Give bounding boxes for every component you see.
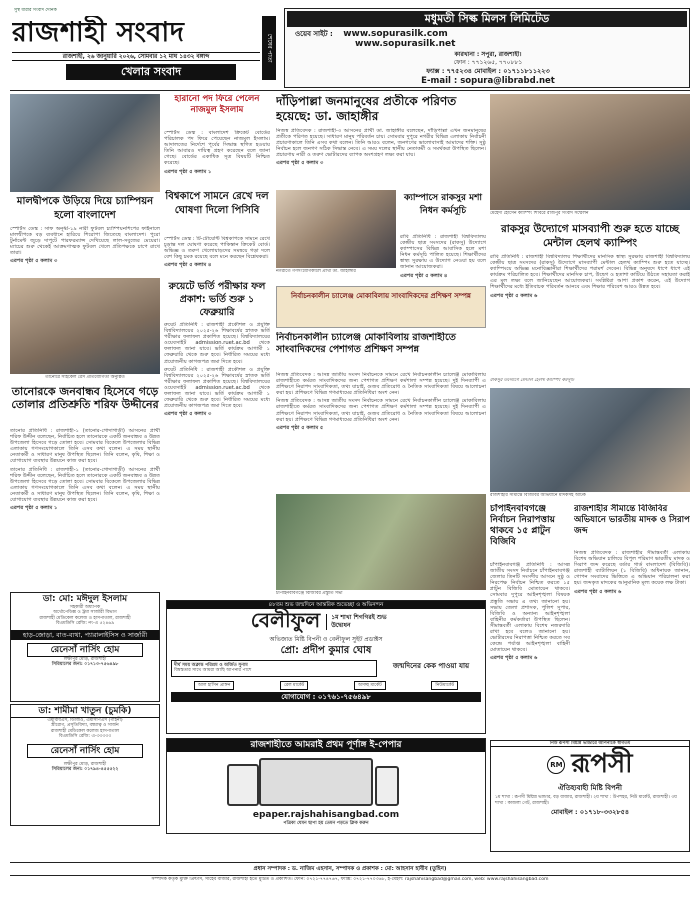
doctor-2-address: লক্ষীপুর মোড়, রাজশাহী <box>63 761 107 767</box>
election-body <box>490 562 570 672</box>
ruet-body <box>164 322 270 584</box>
silk-phone: ফোন : ৭৭১২৬৫, ৭৭০৮৮১ <box>453 59 523 66</box>
health-caption: রাকসুর উদ্যোগে মেন্টাল হেলথ ক্যাম্পিং কর্মসূচি <box>490 378 575 383</box>
beliful-ad <box>166 600 486 734</box>
section-title: খেলার সংবাদ <box>120 65 182 78</box>
worldcup-continue[interactable]: এরপর পৃষ্ঠা ৫ কলাম ৪ <box>164 262 212 269</box>
ruet-headline: রুয়েটে ভর্তি পরীক্ষার ফল প্রকাশ: ভর্তি শুরু ১ ফেব্রুয়ারি <box>168 281 266 318</box>
doctor-ad-2 <box>10 704 160 826</box>
doctor-1-degree: বিএমডিসি রেজি: নং-এ ৫২৪৬৯ <box>55 621 115 627</box>
tanore-headline: তানোরকে জনবান্ধব হিসেবে গড়ে তোলার প্রতিশ্রুতি শরিফ উদ্দীনের <box>11 385 159 411</box>
laptop-icon <box>259 758 373 806</box>
health-text: রাবি প্রতিনিধি : রাজশাহী বিশ্ববিদ্যালয় শিক্ষার্থীদের মানসিক স্বাস্থ্য সুরক্ষায় রাজশাহী বিশ্ববিদ্যালয় কেন্দ্রীয় ছাত্র সংসদের (রাকসু) উদ্যোগে মাসব্যাপী মেন্টাল হেলথ ক্যাম্পিং শুরু হতে যাচ্ছে। ক্যাম্পিংয়ে অভিজ্ঞ মনোবিজ্ঞানীরা শিক্ষার্থীদের পরামর্শ দেবেন। বিভিন্ন অনুষদে ধাপে ধাপে এই কার্যক্রম পরিচালিত হবে। শিক্ষার্থীদের মানসিক চাপ, উদ্বেগ ও হতাশা কাটিয়ে উঠতে সহায়তা করাই এর মূল লক্ষ্য বলে জানিয়েছেন আয়োজকরা। সংশ্লিষ্টরা আশা প্রকাশ করেন, এই উদ্যোগ শিক্ষার্থীদের মধ্যে ইতিবাচক পরিবর্তন আনবে এবং শিক্ষার পরিবেশ আরও উন্নত হবে। <box>490 254 690 291</box>
side-tab <box>262 16 276 80</box>
ruposhi-branches: ১ম শাখা : রূপসী মিষ্টান্ন ভান্ডার, বড় বাজার, রাজশাহী। ২য় শাখা : উপশহর, নিউ মার্কেট, রাজশাহী। ৩য় শাখা : কাজলা গেট, রাজশাহী। <box>495 795 677 806</box>
masthead <box>10 8 278 88</box>
nazmul-text: স্পোর্টস ডেস্ক : বাংলাদেশ ক্রিকেট বোর্ডের পরিচালক পদ ফিরে পেয়েছেন নাজমুল ইসলাম। আদালতের নির্দেশে পূর্বের সিদ্ধান্ত স্থগিত হওয়ায় তিনি আবারও দায়িত্ব গ্রহণ করেছেন বলে জানা গেছে। বোর্ডের একাধিক সূত্র বিষয়টি নিশ্চিত করেছে। <box>164 130 270 167</box>
worldcup-headline: বিশ্বকাপে সামনে রেখে দল ঘোষণা দিলো পিসিবি <box>165 191 269 216</box>
border-body <box>574 550 690 670</box>
beliful-contact: যোগাযোগ : ০১৭৬১-৭৫৬৪৯৮ <box>171 692 481 702</box>
training-body <box>276 372 486 492</box>
border-photo <box>490 388 690 492</box>
campus-body <box>400 234 486 284</box>
border-continue[interactable]: এরপর পৃষ্ঠা ৫ কলাম ৬ <box>574 588 622 595</box>
rally-caption: নগরীতে গণসংযোগকালে প্রার্থী ডা. জাহাঙ্গীর <box>276 269 356 274</box>
beliful-proprietor: প্রো: প্রদীপ কুমার ঘোষ <box>280 645 372 656</box>
epaper-ad <box>166 738 486 834</box>
silk-email[interactable]: E-mail : sopura@librabd.net <box>421 76 555 86</box>
silk-mills-ad <box>284 8 690 88</box>
doctor-1-serial: সিরিয়ালের জন্য: ০১৭১৩-৭৫৬৪৯৮ <box>51 662 119 668</box>
health-body <box>490 254 690 376</box>
doctor-1-institution: রাজশাহী মেডিকেল কলেজ ও হাসপাতাল, রাজশাহী <box>39 615 131 621</box>
maldives-continue[interactable]: এরপর পৃষ্ঠা ৫ কলাম ৩ <box>10 258 58 265</box>
footer-divider-2 <box>10 875 690 876</box>
beliful-line-2: বিশ্বস্ততার সাথে আমরা আছি আপনার পাশে <box>174 668 252 674</box>
epaper-url[interactable]: epaper.rajshahisangbad.com <box>252 810 400 820</box>
tanore-body <box>10 428 160 584</box>
beliful-header: ৪৮তম শুভ জন্মদিনে আন্তরিক শুভেচ্ছা ও অভিনন্দন <box>167 601 485 609</box>
election-continue[interactable]: এরপর পৃষ্ঠা ৫ কলাম ৬ <box>490 655 538 662</box>
phone-icon <box>375 766 399 806</box>
tanore-text-repeat: তানোর প্রতিনিধি : রাজশাহী-১ (তানোর-গোদাগাড়ী) আসনের প্রার্থী শরিফ উদ্দীন বলেছেন, নির্বাচিত হলে তানোরকে একটি জনবান্ধব ও উন্নত উপজেলা হিসেবে গড়ে তোলা হবে। সোমবার বিকেলে উপজেলার বিভিন্ন এলাকায় গণসংযোগকালে তিনি এসব কথা বলেন। এ সময় স্থানীয় নেতাকর্মী ও সাধারণ মানুষ উপস্থিত ছিলেন। তিনি বলেন, কৃষি, শিক্ষা ও যোগাযোগ ব্যবস্থার উন্নয়নে কাজ করা হবে। <box>10 466 160 504</box>
newspaper-logo: রাজশাহী সংবাদ <box>12 17 185 48</box>
campus-text: রাবি প্রতিনিধি : রাজশাহী বিশ্ববিদ্যালয় কেন্দ্রীয় ছাত্র সংসদের (রাকসু) উদ্যোগে ক্যাম্পাসের বিভিন্ন আবাসিক হলে মশা নিধন কর্মসূচি পালিত হয়েছে। শিক্ষার্থীদের স্বাস্থ্য সুরক্ষায় এ উদ্যোগ নেওয়া হয় বলে জানান আয়োজকরা। <box>400 234 486 271</box>
beliful-branch-2: রেল মার্কেট <box>280 681 308 690</box>
nazmul-headline: হারানো পদ ফিরে পেলেন নাজমুল ইসলাম <box>174 94 260 115</box>
training-banner <box>276 286 486 328</box>
election-headline: চাঁপাইনবাবগঞ্জে নির্বাচন নিরাপত্তায় থাকবে ১৫ প্লাটুন বিজিবি <box>490 504 555 547</box>
maldives-text: স্পোর্টস ডেস্ক : সাফ অনূর্ধ্ব-১৯ নারী ফুটবল চ্যাম্পিয়নশিপের ফাইনালে মালদ্বীপকে বড় ব্যবধানে হারিয়ে শিরোপা জিতেছে বাংলাদেশ। পুরো টুর্নামেন্ট জুড়ে দাপুটে পারফরম্যান্স দেখিয়েছে লাল-সবুজের মেয়েরা। ম্যাচের শুরু থেকেই আক্রমণাত্মক ফুটবল খেলে প্রতিপক্ষকে চাপে রাখে তারা। <box>10 226 160 257</box>
rally-photo <box>276 190 396 268</box>
epaper-devices <box>167 752 485 810</box>
doctor-2-name: ডা: শামীমা খাতুন (চুমকি) <box>11 705 159 718</box>
doctor-1-address: লক্ষীপুর মোড়, রাজশাহী <box>63 656 107 662</box>
dateline: রাজশাহী, ২৬ জানুয়ারি ২০২৬, সোমবার ১২ মাঘ ১৪৩২ বঙ্গাব্দ <box>12 52 260 61</box>
health-continue[interactable]: এরপর পৃষ্ঠা ৫ কলাম ৬ <box>490 292 538 299</box>
tanore-continue[interactable]: এরপর পৃষ্ঠা ৫ কলাম ১ <box>10 505 58 512</box>
cycling-photo <box>10 278 160 374</box>
rally-headline: দাঁড়িপাল্লা জনমানুষের প্রতীকে পরিণত হয়েছে: ডা. জাহাঙ্গীর <box>276 94 457 123</box>
epaper-note: পত্রিকা যেমন ছাপা হয় তেমন পড়তে ক্লিক করুন <box>283 821 369 826</box>
footer-divider <box>10 862 690 863</box>
beliful-branch-3: অসচ্ছ মার্কেট <box>354 681 386 690</box>
epaper-title: রাজশাহীতে আমরাই প্রথম পূর্ণাঙ্গ ই-পেপার <box>167 739 485 752</box>
ruposhi-phone: মোবাইল : ০১৭১৮-৩৩২৮৫৪ <box>550 808 630 817</box>
silk-website-row <box>295 29 681 49</box>
footer-address: সম্পাদক কর্তৃক মুক্তি প্রিন্টার্স, সাহেব বাজার, রাজশাহী হতে মুদ্রিত ও প্রকাশিত। ফোন: ০৭২১-৭৭৪৭৬৭, ফ্যাক্স: ০৭২১-৭৭০৩৬৮, ই-মেইল: rajshahisangbad@gmail.com, web: www.rajshahisangbad.com <box>151 877 549 882</box>
doctor-ad-1 <box>10 592 160 702</box>
beliful-line-1: দীর্ঘ সময় অক্লান্ত পরিশ্রম ও অর্জিত সুনাম <box>174 663 248 668</box>
mosque-photo <box>490 94 690 210</box>
rally-continue[interactable]: এরপর পৃষ্ঠা ৫ কলাম ৩ <box>276 160 324 167</box>
doctor-1-specialty: অর্থোপেডিক্স ও ট্রমা সার্জারী বিভাগ <box>53 610 117 616</box>
beliful-birthday: জন্মদিনের কেক পাওয়া যায় <box>392 662 470 670</box>
border-caption: রাজশাহীর সীমান্তে বিজিবির অভিযানে মাদকসহ আটক <box>490 493 586 498</box>
website-label: ওয়েব সাইট : <box>295 30 333 38</box>
doctor-1-services: হাড়-জোড়া, বাত-ব্যথা, প্যারালাইসিস ও সার্জারী <box>11 630 159 640</box>
beliful-subtitle: অভিজাত মিষ্টি বিপনী ও বেলীফুল সুইট প্রডাক্টস <box>269 636 383 643</box>
website-link-2[interactable]: www.sopurasilk.net <box>355 39 456 49</box>
doctor-1-chamber: রেনেসাঁ নার্সিং হোম <box>27 643 143 657</box>
worldcup-body <box>164 236 270 276</box>
beliful-branch-1: আল হাসিন প্রাঙ্গন <box>194 681 234 690</box>
health-headline: রাকসুর উদ্যোগে মাসব্যাপী শুরু হতে যাচ্ছে মেন্টাল হেলথ ক্যাম্পিং <box>500 223 680 249</box>
section-banner <box>66 64 236 80</box>
doctor-2-specialty: স্ত্রীরোগ, প্রসূতিবিদ্যা, বন্ধ্যাত্ব ও সার্জন <box>51 723 119 729</box>
doctor-1-name: ডা: মো: মঈদুল ইসলাম <box>42 594 128 604</box>
tablet-icon <box>227 764 259 806</box>
silk-fax: ফ্যাক্স : ৭৭৫২৩৪ মোবাইল : ০১৭১১৮১১২২৩ <box>426 67 550 75</box>
training-text: নিজস্ব প্রতিবেদক : আসন্ন জাতীয় সংসদ নির্বাচনকে সামনে রেখে নির্বাচনকালীন চ্যালেঞ্জ মোকাবিলায় রাজশাহীতে কর্মরত সাংবাদিকদের জন্য পেশাগত প্রশিক্ষণ কর্মশালা সম্পন্ন হয়েছে। দুই দিনব্যাপী এ প্রশিক্ষণে নিরাপদ সাংবাদিকতা, তথ্য যাচাই, গুজব প্রতিরোধ ও নৈতিক সাংবাদিকতা বিষয়ে আলোচনা করা হয়। প্রশিক্ষণে বিভিন্ন গণমাধ্যমের প্রতিনিধিরা অংশ নেন। <box>276 372 486 397</box>
doctor-2-reg: বিএমডিসি রেজি: এ-৩৩৩৩৩ <box>58 734 112 740</box>
rally-body <box>276 128 486 188</box>
ceremony-caption: চাঁপাইনবাবগঞ্জে বিজিবির প্রস্তুতি সভা <box>276 591 343 596</box>
training-banner-text: নির্বাচনকালীন চ্যালেঞ্জ মোকাবিলায় সাংবাদিকদের প্রশিক্ষণ সম্পন্ন <box>291 292 471 300</box>
volleyball-photo <box>10 94 160 192</box>
top-divider <box>10 90 690 91</box>
beliful-brand: বেলীফুল <box>250 607 321 632</box>
footer-editor: প্রধান সম্পাদক : ড. নাজিম এহসান, সম্পাদক ও প্রকাশক : মো: আহসান হাবীব (তুহিন) <box>253 866 447 872</box>
doctor-2-institution: রাজশাহী মেডিকেল কলেজ হাসপাতাল <box>50 728 120 734</box>
nazmul-continue[interactable]: এরপর পৃষ্ঠা ৫ কলাম ১ <box>164 168 212 175</box>
ruposhi-badge: RM <box>547 756 565 774</box>
training-continue[interactable]: এরপর পৃষ্ঠা ৫ কলাম ৫ <box>276 424 324 431</box>
campus-continue[interactable]: এরপর পৃষ্ঠা ৫ কলাম ৪ <box>400 272 448 279</box>
doctor-2-chamber: রেনেসাঁ নার্সিং হোম <box>27 744 143 758</box>
maldives-headline: মালদ্বীপকে উড়িয়ে দিয়ে চ্যাম্পিয়ন হলো বাংলাদেশ <box>16 196 154 221</box>
ceremony-photo <box>276 494 486 590</box>
election-text: চাঁপাইনবাবগঞ্জ প্রতিনিধি : আসন্ন জাতীয় সংসদ নির্বাচনে চাঁপাইনবাবগঞ্জ জেলার তিনটি সংসদীয় আসনে সুষ্ঠু ও নিরপেক্ষ নির্বাচন নিশ্চিত করতে ১৫ প্লাটুন বিজিবি মোতায়েন থাকবে। সোমবার দুপুরে আইনশৃঙ্খলা বিষয়ক প্রস্তুতি সভায় এ তথ্য জানানো হয়। সভায় জেলা প্রশাসক, পুলিশ সুপার, বিজিবি ও অন্যান্য আইনশৃঙ্খলা বাহিনীর কর্মকর্তারা উপস্থিত ছিলেন। সীমান্তবর্তী এলাকায় বিশেষ নজরদারি রাখা হবে বলেও জানানো হয়। ভোটারদের নিরাপত্তা নিশ্চিত করতে সব কেন্দ্রে পর্যাপ্ত আইনশৃঙ্খলা বাহিনী মোতায়েন থাকবে। <box>490 562 570 654</box>
doctor-2-serial: সিরিয়ালের জন্য: ০১৭৯৪-৪৫৫৫২২ <box>51 767 119 773</box>
ruet-text: রুয়েট প্রতিনিধি : রাজশাহী প্রকৌশল ও প্রযুক্তি বিশ্ববিদ্যালয়ের ২০২৫-২৬ শিক্ষাবর্ষের স্নাতক ভর্তি পরীক্ষার ফলাফল প্রকাশিত হয়েছে। বিশ্ববিদ্যালয়ের ওয়েবসাইট admission.ruet.ac.bd থেকে ফলাফল জানা যাবে। ভর্তি কার্যক্রম আগামী ১ ফেব্রুয়ারি থেকে শুরু হবে। নির্ধারিত সময়ের মধ্যে প্রয়োজনীয় কাগজপত্র জমা দিতে হবে। <box>164 322 270 365</box>
training-headline: নির্বাচনকালীন চ্যালেঞ্জ মোকাবিলায় রাজশাহীতে সাংবাদিকদের পেশাগত প্রশিক্ষণ সম্পন্ন <box>276 332 456 355</box>
ruposhi-header: নিউ রূপসী মিষ্টান্ন ভান্ডারে আপনাকে স্বাগতম <box>491 741 689 747</box>
silk-ad-title: মধুমতী সিল্ক মিলস লিমিটেড <box>287 11 687 27</box>
rally-text: নিজস্ব প্রতিবেদক : রাজশাহী-৩ আসনের প্রার্থী ডা. জাহাঙ্গীর বলেছেন, দাঁড়িপাল্লা এখন জনমানুষের প্রতীকে পরিণত হয়েছে। সাধারণ মানুষ পরিবর্তন চায়। সোমবার দুপুরে নগরীর বিভিন্ন এলাকায় নির্বাচনী প্রচারণাকালে তিনি এসব কথা বলেন। তিনি আরও বলেন, জনগণের ভালোবাসাই আমাদের শক্তি। সুষ্ঠু নির্বাচন হলে জনগণ সঠিক সিদ্ধান্ত নেবে। এ সময় দলের স্থানীয় নেতাকর্মী ও সমর্থকরা উপস্থিত ছিলেন। প্রচারণায় নারী ও তরুণ ভোটারদের ব্যাপক অংশগ্রহণ লক্ষ্য করা যায়। <box>276 128 486 159</box>
nazmul-body <box>164 130 270 186</box>
beliful-tag: ১ম শাখা শিগগিরই শুভ উদ্বোধন <box>326 614 401 630</box>
worldcup-text: স্পোর্টস ডেস্ক : টি-টোয়েন্টি বিশ্বকাপকে সামনে রেখে চূড়ান্ত দল ঘোষণা করেছে পাকিস্তান ক্রিকেট বোর্ড। অভিজ্ঞ ও তরুণ খেলোয়াড়দের সমন্বয়ে গড়া দলে বেশ কিছু চমক রয়েছে বলে মনে করছেন বিশ্লেষকরা। <box>164 236 270 261</box>
ruposhi-brand: রূপসী <box>571 749 633 780</box>
side-tab-label: শেষের পাতা <box>266 33 273 63</box>
beliful-branch-4: নিউমার্কেট <box>431 681 458 690</box>
masthead-tagline: সুস্থ ধারার সংবাদ দৈনিক <box>14 8 57 13</box>
silk-factory: কারখানা : সপুরা, রাজশাহী। <box>454 51 522 58</box>
ruposhi-subtitle: ঐতিহ্যবাহী মিষ্টি বিপনী <box>558 784 622 793</box>
cycling-caption: তানোরে সাইকেল রেস প্রতিযোগিতা অনুষ্ঠিত <box>45 375 125 380</box>
ruposhi-ad <box>490 740 690 852</box>
ruet-continue[interactable]: এরপর পৃষ্ঠা ৫ কলাম ৩ <box>164 411 212 418</box>
tanore-text: তানোর প্রতিনিধি : রাজশাহী-১ (তানোর-গোদাগাড়ী) আসনের প্রার্থী শরিফ উদ্দীন বলেছেন, নির্বাচিত হলে তানোরকে একটি জনবান্ধব ও উন্নত উপজেলা হিসেবে গড়ে তোলা হবে। সোমবার বিকেলে উপজেলার বিভিন্ন এলাকায় গণসংযোগকালে তিনি এসব কথা বলেন। এ সময় স্থানীয় নেতাকর্মী ও সাধারণ মানুষ উপস্থিত ছিলেন। তিনি বলেন, কৃষি, শিক্ষা ও যোগাযোগ ব্যবস্থার উন্নয়নে কাজ করা হবে। <box>10 428 160 465</box>
border-headline: রাজশাহীর সীমান্তে বিজিবির অভিযানে ভারতীয় মাদক ও সিরাপ জব্দ <box>574 504 690 536</box>
campus-headline: ক্যাম্পাসে রাকসুর মশা নিধন কর্মসূচি <box>403 193 483 216</box>
ruet-text-repeat: রুয়েট প্রতিনিধি : রাজশাহী প্রকৌশল ও প্রযুক্তি বিশ্ববিদ্যালয়ের ২০২৫-২৬ শিক্ষাবর্ষের স্নাতক ভর্তি পরীক্ষার ফলাফল প্রকাশিত হয়েছে। বিশ্ববিদ্যালয়ের ওয়েবসাইট admission.ruet.ac.bd থেকে ফলাফল জানা যাবে। ভর্তি কার্যক্রম আগামী ১ ফেব্রুয়ারি থেকে শুরু হবে। নির্ধারিত সময়ের মধ্যে প্রয়োজনীয় কাগজপত্র জমা দিতে হবে। <box>164 366 270 410</box>
doctor-2-degree: এমবিবিএস, ডিজিও, এমসিপিএস (গাইনী) <box>47 718 123 723</box>
border-text: নিজস্ব প্রতিবেদক : রাজশাহীর সীমান্তবর্তী এলাকায় বিশেষ অভিযান চালিয়ে বিপুল পরিমাণ ভারতীয় মাদক ও সিরাপ জব্দ করেছে বর্ডার গার্ড বাংলাদেশ (বিজিবি)। রাজশাহী ব্যাটালিয়ন (১ বিজিবি) অধিনায়ক জানান, গোপন সংবাদের ভিত্তিতে এ অভিযান পরিচালনা করা হয়। জব্দকৃত মাদকের আনুমানিক মূল্য কয়েক লক্ষ টাকা। <box>574 550 690 587</box>
training-text-repeat: নিজস্ব প্রতিবেদক : আসন্ন জাতীয় সংসদ নির্বাচনকে সামনে রেখে নির্বাচনকালীন চ্যালেঞ্জ মোকাবিলায় রাজশাহীতে কর্মরত সাংবাদিকদের জন্য পেশাগত প্রশিক্ষণ কর্মশালা সম্পন্ন হয়েছে। দুই দিনব্যাপী এ প্রশিক্ষণে নিরাপদ সাংবাদিকতা, তথ্য যাচাই, গুজব প্রতিরোধ ও নৈতিক সাংবাদিকতা বিষয়ে আলোচনা করা হয়। প্রশিক্ষণে বিভিন্ন গণমাধ্যমের প্রতিনিধিরা অংশ নেন। <box>276 398 486 423</box>
website-link-1[interactable]: www.sopurasilk.com <box>343 29 448 39</box>
doctor-1-title: সহকারী অধ্যাপক <box>69 605 101 610</box>
maldives-body <box>10 226 160 274</box>
mosque-caption: মেহেদী হোসেন ক্যাম্পিং শিবিরে রাজপুর সংবাদ সম্মেলন <box>490 211 589 216</box>
